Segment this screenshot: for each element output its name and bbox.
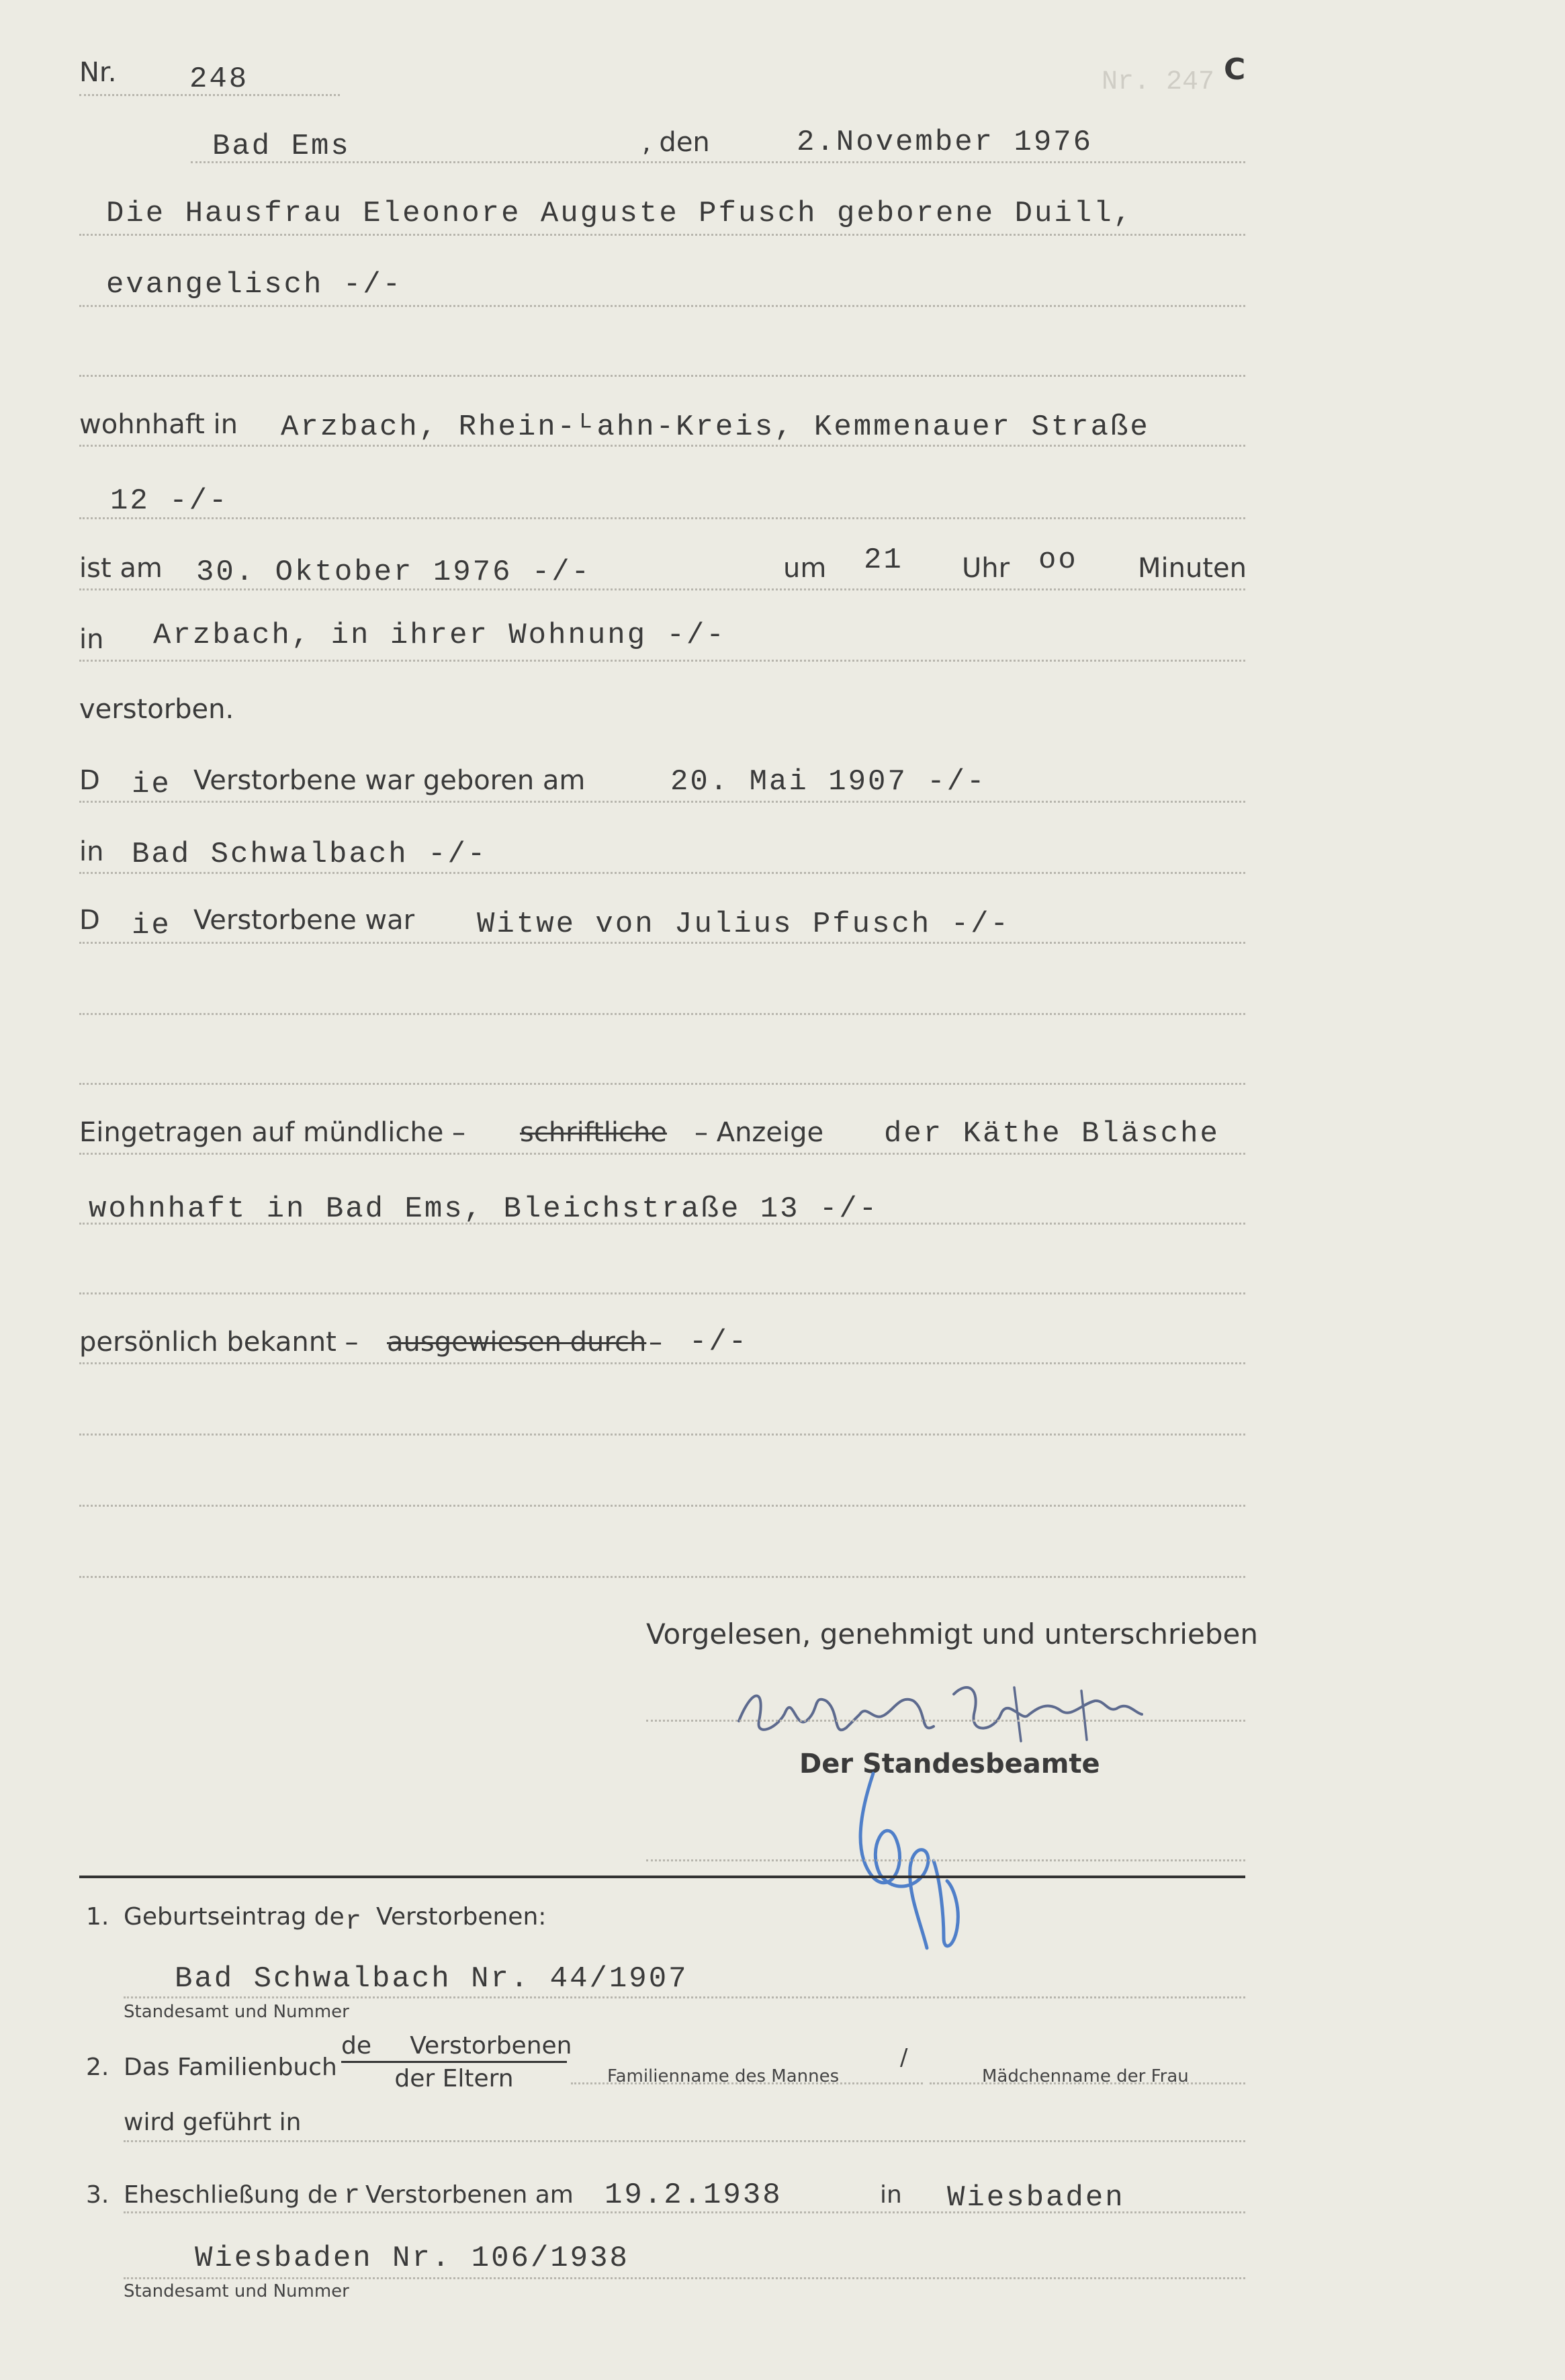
blank-line-6 [79,1505,1245,1507]
identity-rule [79,1362,1245,1364]
item1-value: Bad Schwalbach Nr. 44/1907 [175,1962,688,1996]
report-label-struck: schriftliche [520,1117,667,1148]
death-date-label: ist am [79,553,163,584]
bleed-through-text: Nr. 247 [1102,67,1215,97]
place-value: Bad Ems [212,130,351,163]
blank-line-3 [79,1083,1245,1085]
birth-in-label: in [79,836,104,867]
form-letter: C [1224,52,1246,87]
official-title: Der Standesbeamte [799,1749,1100,1779]
death-in-label: in [79,624,104,655]
item2-kept-in-rule [124,2140,1245,2142]
item3-label: Eheschließung de [124,2181,338,2209]
death-place-rule [79,660,1245,662]
identity-value: -/- [689,1325,749,1359]
person-line-2-rule [79,305,1245,307]
item1-number: 1. [86,1903,109,1931]
status-ie-typed: ie [132,909,171,942]
item3-label-end: Verstorbenen am [365,2181,574,2209]
birth-place: Bad Schwalbach -/- [132,838,488,871]
person-line-1: Die Hausfrau Eleonore Auguste Pfusch geborene Duill, [106,197,1134,230]
item2-frac-bottom: der Eltern [394,2065,514,2092]
residence-line-2: 12 -/- [110,484,229,518]
item3-number: 3. [86,2181,109,2209]
report-rule-2 [79,1223,1245,1225]
item1-caption: Standesamt und Nummer [124,2002,349,2022]
residence-line-1-rule [79,445,1245,447]
birth-d-label: D [79,765,100,796]
report-value-1: der Käthe Bläsche [884,1117,1220,1151]
verstorben-label: verstorben. [79,694,234,725]
residence-label: wohnhaft in [79,409,238,440]
item2-maiden-caption: Mädchenname der Frau [982,2066,1189,2086]
item2-frac-top-de: de [341,2032,371,2060]
death-minutes: oo [1038,543,1078,577]
item2-kept-in: wird geführt in [124,2109,302,2136]
birth-date-rule [79,801,1245,803]
death-place: Arzbach, in ihrer Wohnung -/- [153,619,726,652]
status-label: Verstorbene war [193,905,415,936]
item1-label-end: Verstorbenen: [376,1903,547,1931]
report-label-end: – Anzeige [695,1117,824,1148]
birth-label: Verstorbene war geboren am [193,765,586,796]
residence-line-1: Arzbach, Rhein-ᴸahn-Kreis, Kemmenauer Straße [281,410,1150,444]
item3-date: 19.2.1938 [605,2178,782,2212]
blank-line [79,375,1245,377]
footer-separator [79,1876,1245,1878]
status-d-label: D [79,905,100,936]
uhr-label: Uhr [962,553,1010,584]
blank-line-4 [79,1292,1245,1294]
informant-signature [732,1674,1149,1755]
date-value: 2.November 1976 [797,126,1093,159]
person-line-1-rule [79,234,1245,236]
item1-label: Geburtseintrag de [124,1903,345,1931]
person-line-2: evangelisch -/- [106,268,403,302]
um-label: um [783,553,827,584]
birth-date: 20. Mai 1907 -/- [670,765,987,799]
item2-number: 2. [86,2054,109,2081]
item3-place: Wiesbaden [947,2181,1125,2215]
birth-ie-typed: ie [132,768,171,801]
death-hour: 21 [864,543,903,577]
item2-fraction [341,2032,572,2092]
read-approved-label: Vorgelesen, genehmigt und unterschrieben [646,1618,1258,1650]
item2-label: Das Familienbuch [124,2054,337,2081]
den-label: , den [642,127,710,158]
place-date-line [191,161,1245,163]
status-value: Witwe von Julius Pfusch -/- [477,908,1010,941]
birth-place-rule [79,872,1245,874]
identity-label-end: – [649,1327,662,1358]
death-date-rule [79,588,1245,590]
identity-label-start: persönlich bekannt – [79,1327,359,1358]
blank-line-7 [79,1576,1245,1578]
item3-registry: Wiesbaden Nr. 106/1938 [195,2242,629,2275]
item2-husband-caption: Familienname des Mannes [607,2066,840,2086]
informant-signature-rule [646,1720,1245,1722]
minuten-label: Minuten [1138,553,1247,584]
report-label-start: Eingetragen auf mündliche – [79,1117,466,1148]
report-value-2: wohnhaft in Bad Ems, Bleichstraße 13 -/- [89,1192,879,1226]
nr-line [79,94,340,96]
report-rule-1 [79,1153,1245,1155]
nr-label: Nr. [79,57,117,88]
status-rule [79,942,1245,944]
official-signature [846,1760,981,1955]
death-date-value: 30. Oktober 1976 -/- [196,556,592,589]
official-signature-rule [646,1859,1245,1861]
item1-rule [124,1996,1245,1998]
item2-slash: / [900,2044,908,2071]
item2-frac-top: Verstorbenen [410,2032,572,2060]
identity-label-struck: ausgewiesen durch [387,1327,647,1358]
item3-in-label: in [880,2181,902,2209]
residence-line-2-rule [79,517,1245,519]
blank-line-2 [79,1013,1245,1015]
nr-value: 248 [189,62,249,96]
item1-suffix: r [345,1907,364,1937]
item3-rule [124,2211,1245,2213]
blank-line-5 [79,1434,1245,1436]
item3-caption: Standesamt und Nummer [124,2281,349,2301]
item3-registry-rule [124,2277,1245,2279]
item3-suffix: r [344,2181,363,2211]
